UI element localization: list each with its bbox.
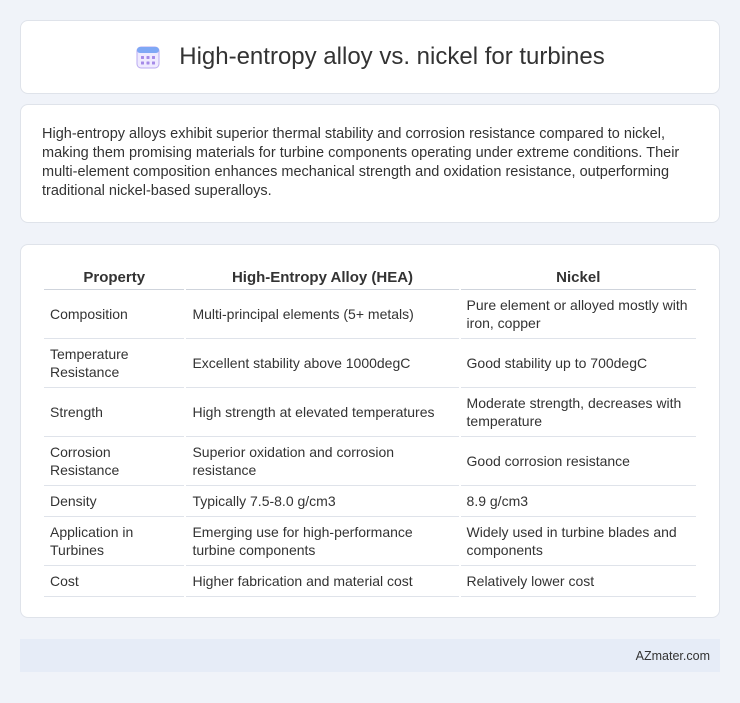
hea-cell: Emerging use for high-performance turbine components [186, 517, 458, 566]
intro-card [20, 104, 720, 223]
nickel-cell: Widely used in turbine blades and components [461, 517, 696, 566]
nickel-cell: Moderate strength, decreases with temperature [461, 388, 696, 437]
table-header-row [44, 265, 696, 290]
table-row [44, 339, 696, 388]
row-label: Temperature Resistance [44, 339, 184, 388]
column-header-nickel: Nickel [461, 265, 696, 290]
table-row [44, 517, 696, 566]
column-header-property: Property [44, 265, 184, 290]
hea-cell: Higher fabrication and material cost [186, 566, 458, 597]
row-label: Strength [44, 388, 184, 437]
table-row [44, 486, 696, 517]
intro-text: High-entropy alloys exhibit superior thermal stability and corrosion resistance compared to nickel, making them promising materials for turbine components operating under extreme conditions. Their multi-element composition enhances mechanical strength and oxidation resistance, outperforming traditional nickel-based superalloys. [42, 126, 680, 199]
title-card [20, 20, 720, 94]
footer [20, 639, 720, 672]
nickel-cell: Relatively lower cost [461, 566, 696, 597]
calendar-icon [135, 44, 161, 70]
column-header-hea: High-Entropy Alloy (HEA) [186, 265, 458, 290]
table-row [44, 388, 696, 437]
table-row [44, 437, 696, 486]
hea-cell: Superior oxidation and corrosion resistance [186, 437, 458, 486]
nickel-cell: 8.9 g/cm3 [461, 486, 696, 517]
hea-cell: Typically 7.5-8.0 g/cm3 [186, 486, 458, 517]
footer-site-link[interactable]: AZmater.com [635, 648, 710, 663]
table-row [44, 566, 696, 597]
nickel-cell: Pure element or alloyed mostly with iron, copper [461, 290, 696, 339]
row-label: Corrosion Resistance [44, 437, 184, 486]
nickel-cell: Good corrosion resistance [461, 437, 696, 486]
row-label: Density [44, 486, 184, 517]
page-title: High-entropy alloy vs. nickel for turbines [179, 43, 605, 70]
row-label: Application in Turbines [44, 517, 184, 566]
nickel-cell: Good stability up to 700degC [461, 339, 696, 388]
comparison-table [42, 265, 698, 597]
hea-cell: High strength at elevated temperatures [186, 388, 458, 437]
comparison-card [20, 244, 720, 618]
table-row [44, 290, 696, 339]
hea-cell: Multi-principal elements (5+ metals) [186, 290, 458, 339]
row-label: Composition [44, 290, 184, 339]
row-label: Cost [44, 566, 184, 597]
hea-cell: Excellent stability above 1000degC [186, 339, 458, 388]
